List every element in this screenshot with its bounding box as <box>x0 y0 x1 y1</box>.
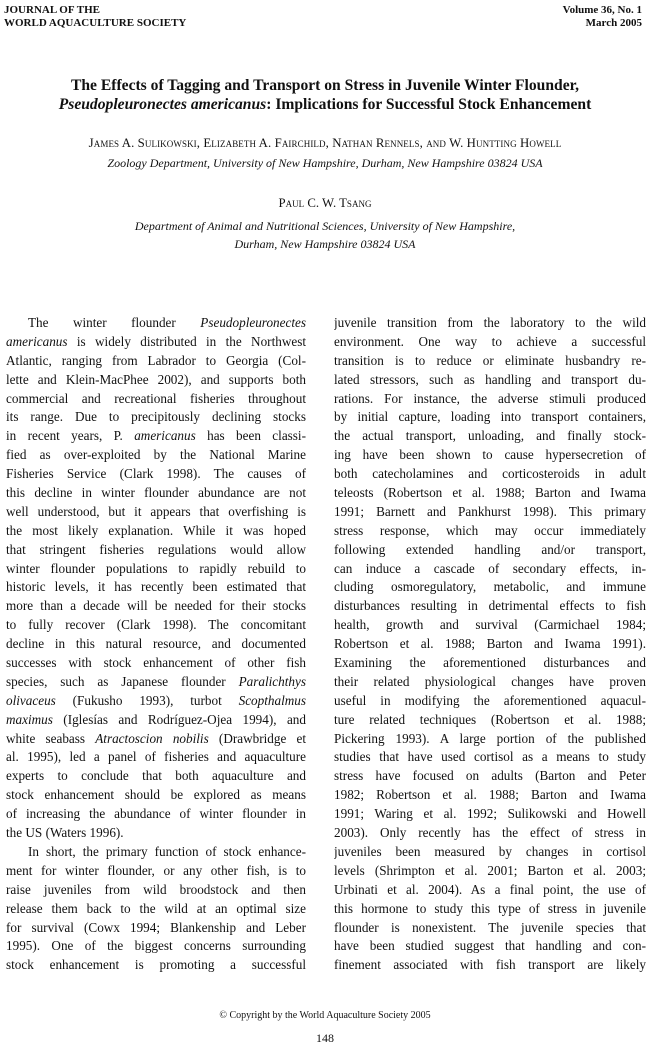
body-text-line: have been studied suggest that handling and con- <box>334 938 646 954</box>
body-text-line: following extended handling and/or transport, <box>334 541 646 557</box>
body-text-line: rations. For instance, the adverse stimuli produced <box>334 390 646 406</box>
body-text-line: successes with stock enhancement of other fish <box>6 655 306 671</box>
body-text-line: that stringent fisheries regulations would allow <box>6 541 306 557</box>
body-text-line: by initial capture, loading into transport containers, <box>334 409 646 425</box>
body-text-line: cluding osmoregulatory, metabolic, and immune <box>334 579 646 595</box>
body-column-right <box>334 314 646 975</box>
body-text-line: the most likely explanation. While it was hoped <box>6 522 306 538</box>
body-text-line: can induce a cascade of secondary effects, in- <box>334 560 646 576</box>
body-text-line: juveniles been measured by changes in cortisol <box>334 843 646 859</box>
body-text-line: species, such as Japanese flounder Paralichthys <box>6 673 306 689</box>
body-text-line: the actual transport, unloading, and finally stock- <box>334 428 646 444</box>
body-text-line: 1991; Waring et al. 1992; Sulikowski and Howell <box>334 806 646 822</box>
body-text-line: studies that have used cortisol as a means to study <box>334 749 646 765</box>
body-text-line: experts to conclude that both aquaculture and <box>6 768 306 784</box>
body-text-line: this decline in winter flounder abundance are not <box>6 485 306 501</box>
body-text-line: fied as over-exploited by the National Marine <box>6 447 306 463</box>
body-text-line: 1982; Robertson et al. 1988; Barton and Iwama <box>334 787 646 803</box>
journal-name-line2: WORLD AQUACULTURE SOCIETY <box>4 16 187 29</box>
body-text-line: Atlantic, ranging from Labrador to Georgia (Col- <box>6 352 306 368</box>
body-text-line: 1991; Barnett and Pankhurst 1998). This primary <box>334 503 646 519</box>
body-text-line: Examining the aforementioned disturbances and <box>334 655 646 671</box>
body-text-line: their related physiological changes have proven <box>334 673 646 689</box>
body-text-line: Pickering 1993). A large portion of the published <box>334 730 646 746</box>
body-text-line: Fisheries Service (Clark 1998). The causes of <box>6 466 306 482</box>
body-column-left <box>6 314 306 975</box>
journal-name <box>4 4 186 29</box>
journal-issue <box>563 4 642 29</box>
body-text-line: environment. One way to achieve a successful <box>334 333 646 349</box>
author-affiliation-1: Zoology Department, University of New Hampshire, Durham, New Hampshire 03824 USA <box>107 156 543 170</box>
affiliation-2-line1: Department of Animal and Nutritional Sciences, University of New Hampshire, <box>134 219 516 233</box>
body-text-line: stock enhancement is promoting a successful <box>6 957 306 973</box>
body-text-line: maximus (Iglesías and Rodríguez-Ojea 1994), and <box>6 711 306 727</box>
body-text-line: levels (Shrimpton et al. 2001; Barton et al. 2003; <box>334 862 646 878</box>
body-text-line: ture related techniques (Robertson et al. 1988; <box>334 711 646 727</box>
body-text-line: of increasing the abundance of winter flounder in <box>6 806 306 822</box>
article-title <box>20 76 630 114</box>
body-text-line: Urbinati et al. 2004). As a final point, the use of <box>334 881 646 897</box>
body-text-line: white seabass Atractoscion nobilis (Drawbridge et <box>6 730 306 746</box>
journal-date: March 2005 <box>585 16 642 29</box>
body-text-line: ing have been shown to cause hypersecretion of <box>334 447 646 463</box>
body-text-line: juvenile transition from the laboratory to the wild <box>334 315 646 330</box>
body-text-line: 2003). Only recently has the effect of stress in <box>334 825 646 841</box>
body-text-line: well understood, but it appears that overfishing is <box>6 503 306 519</box>
body-text-line: to fully recover (Clark 1998). The concomitant <box>6 617 306 633</box>
body-text-line: stress response, which may occur immediately <box>334 522 646 538</box>
body-text-line: Robertson et al. 1988; Barton and Iwama 1991). <box>334 636 646 652</box>
body-text-line: its range. Due to precipitously declining stocks <box>6 409 306 425</box>
body-text-line: both catecholamines and corticosteroids in adult <box>334 466 646 482</box>
body-text-line: transition is to reduce or eliminate husbandry re- <box>334 352 646 368</box>
body-text-line: the US (Waters 1996). <box>6 825 124 841</box>
body-text-line: flounder is nonexistent. The juvenile species that <box>334 919 646 935</box>
body-text-line: disturbances resulting in detrimental effects to fish <box>334 598 646 614</box>
article-title-line2 <box>20 95 630 114</box>
body-text-line: ment for winter flounder, or any other fish, is to <box>6 862 306 878</box>
body-text-line: americanus is widely distributed in the Northwest <box>6 333 306 349</box>
affiliation-2-line2: Durham, New Hampshire 03824 USA <box>234 237 416 251</box>
body-text-line: teleosts (Robertson et al. 1988; Barton and Iwama <box>334 485 646 501</box>
article-title-line1: The Effects of Tagging and Transport on Stress in Juvenile Winter Flounder, <box>70 77 580 94</box>
author-list: James A. Sulikowski, Elizabeth A. Fairchild, Nathan Rennels, and W. Huntting Howell <box>88 136 562 150</box>
body-text-line: olivaceus (Fukusho 1993), turbot Scopthalmus <box>6 692 306 708</box>
body-text-line: useful in modifying the aforementioned aquacul- <box>334 692 646 708</box>
body-text-line: stress have focused on adults (Barton and Peter <box>334 768 646 784</box>
body-text-line: stock enhancement should be explored as means <box>6 787 306 803</box>
body-text-line: in recent years, P. americanus has been classi- <box>6 428 306 444</box>
body-text-line: health, growth and survival (Carmichael 1984; <box>334 617 646 633</box>
title-subtitle: : Implications for Successful Stock Enhancement <box>266 96 592 113</box>
body-text-line: raise juveniles from wild broodstock and then <box>6 881 306 897</box>
copyright-notice: © Copyright by the World Aquaculture Society 2005 <box>219 1010 431 1021</box>
body-text-line: release them back to the wild at an optimal size <box>6 900 306 916</box>
journal-name-line1: JOURNAL OF THE <box>4 4 100 16</box>
body-text-line: commercial and recreational fisheries throughout <box>6 390 306 406</box>
body-text-line: more than a decade will be needed for their stocks <box>6 598 306 614</box>
body-text-line: lette and Klein-MacPhee 2002), and supports both <box>6 371 306 387</box>
body-text-line: winter flounder populations to rapidly rebuild to <box>6 560 306 576</box>
body-text-line: this hormone to study this type of stress in juvenile <box>334 900 646 916</box>
body-text-line: historic levels, it has recently been estimated that <box>6 579 306 595</box>
journal-volume: Volume 36, No. 1 <box>562 4 642 16</box>
body-text-line: for survival (Cowx 1994; Blankenship and Leber <box>6 919 306 935</box>
body-text-line: al. 1995), led a panel of fisheries and aquaculture <box>6 749 306 765</box>
body-text-line: In short, the primary function of stock enhance- <box>28 843 306 859</box>
body-text-line: lated stressors, such as handling and transport du- <box>334 371 646 387</box>
body-text-line: finement associated with fish transport are likely <box>334 957 646 973</box>
page-number: 148 <box>316 1031 334 1045</box>
body-text-line: decline in this natural resource, and documented <box>6 636 306 652</box>
title-species-name: Pseudopleuronectes americanus <box>58 96 267 113</box>
body-text-line: The winter flounder Pseudopleuronectes <box>28 315 306 330</box>
author-second: Paul C. W. Tsang <box>278 196 372 210</box>
body-text-line: 1995). One of the biggest concerns surrounding <box>6 938 306 954</box>
author-affiliation-2 <box>0 217 650 253</box>
